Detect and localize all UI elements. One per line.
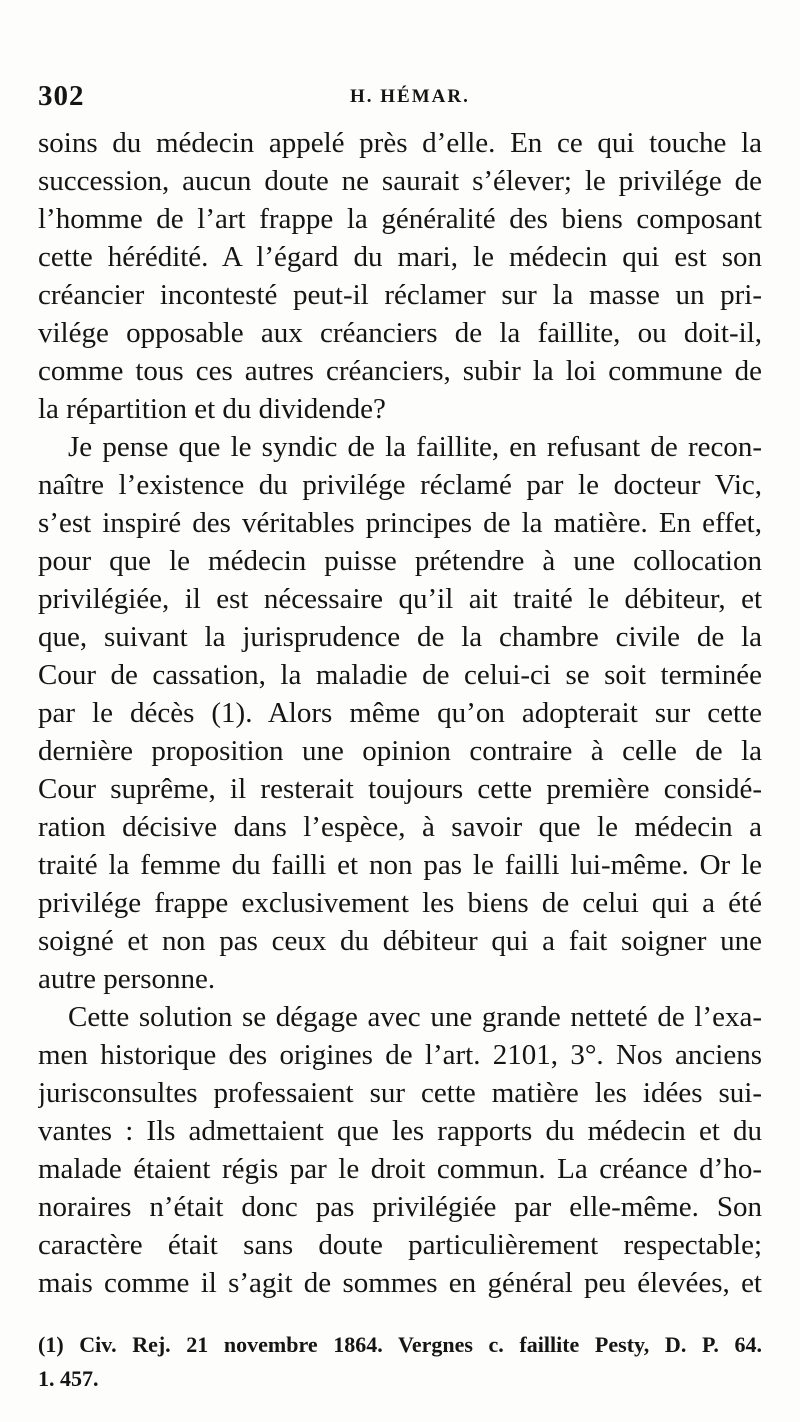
body-text (38, 124, 762, 1302)
paragraph-start-line: Je pense que le syndic de la faillite, en refusant de recon- (68, 431, 762, 463)
text-line: mais comme il s’agit de sommes en général peu élevées, et (38, 1267, 762, 1299)
page-header (38, 80, 758, 120)
text-line: soigné et non pas ceux du débiteur qui a fait soigner une (38, 925, 762, 957)
text-line: vantes : Ils admettaient que les rapports du médecin et du (38, 1115, 762, 1147)
text-line: naître l’existence du privilége réclamé par le docteur Vic, (38, 469, 762, 501)
text-line: autre personne. (38, 963, 216, 995)
text-line: traité la femme du failli et non pas le failli lui-même. Or le (38, 849, 762, 881)
footnote-line: 1. 457. (38, 1366, 99, 1391)
text-line: créancier incontesté peut-il réclamer sur la masse un pri- (38, 279, 762, 311)
text-line: caractère était sans doute particulièrement respectable; (38, 1229, 762, 1261)
text-line: s’est inspiré des véritables principes de la matière. En effet, (38, 507, 762, 539)
text-line: men historique des origines de l’art. 2101, 3°. Nos anciens (38, 1039, 762, 1071)
text-line: par le décès (1). Alors même qu’on adopterait sur cette (38, 697, 762, 729)
text-line: que, suivant la jurisprudence de la chambre civile de la (38, 621, 762, 653)
text-line: dernière proposition une opinion contraire à celle de la (38, 735, 762, 767)
text-line: privilége frappe exclusivement les biens de celui qui a été (38, 887, 762, 919)
text-line: soins du médecin appelé près d’elle. En ce qui touche la (38, 127, 762, 159)
footnote-line: (1) Civ. Rej. 21 novembre 1864. Vergnes c. faillite Pesty, D. P. 64. (38, 1332, 762, 1357)
text-line: l’homme de l’art frappe la généralité des biens composant (38, 203, 762, 235)
text-line: succession, aucun doute ne saurait s’élever; le privilége de (38, 165, 762, 197)
text-line: vilége opposable aux créanciers de la faillite, ou doit-il, (38, 317, 762, 349)
text-line: comme tous ces autres créanciers, subir la loi commune de (38, 355, 762, 387)
text-line: ration décisive dans l’espèce, à savoir que le médecin a (38, 811, 762, 843)
page-number: 302 (38, 80, 85, 112)
text-line: pour que le médecin puisse prétendre à une collocation (38, 545, 762, 577)
text-line: malade étaient régis par le droit commun. La créance d’ho- (38, 1153, 762, 1185)
text-line: jurisconsultes professaient sur cette matière les idées sui- (38, 1077, 762, 1109)
paragraph-start-line: Cette solution se dégage avec une grande netteté de l’exa- (68, 1001, 762, 1033)
text-line: privilégiée, il est nécessaire qu’il ait traité le débiteur, et (38, 583, 762, 615)
text-line: Cour suprême, il resterait toujours cette première considé- (38, 773, 762, 805)
running-head: H. HÉMAR. (350, 86, 470, 107)
text-line: la répartition et du dividende? (38, 393, 386, 425)
footnote (38, 1328, 762, 1396)
text-line: noraires n’était donc pas privilégiée par elle-même. Son (38, 1191, 762, 1223)
text-line: Cour de cassation, la maladie de celui-ci se soit terminée (38, 659, 762, 691)
text-line: cette hérédité. A l’égard du mari, le médecin qui est son (38, 241, 762, 273)
